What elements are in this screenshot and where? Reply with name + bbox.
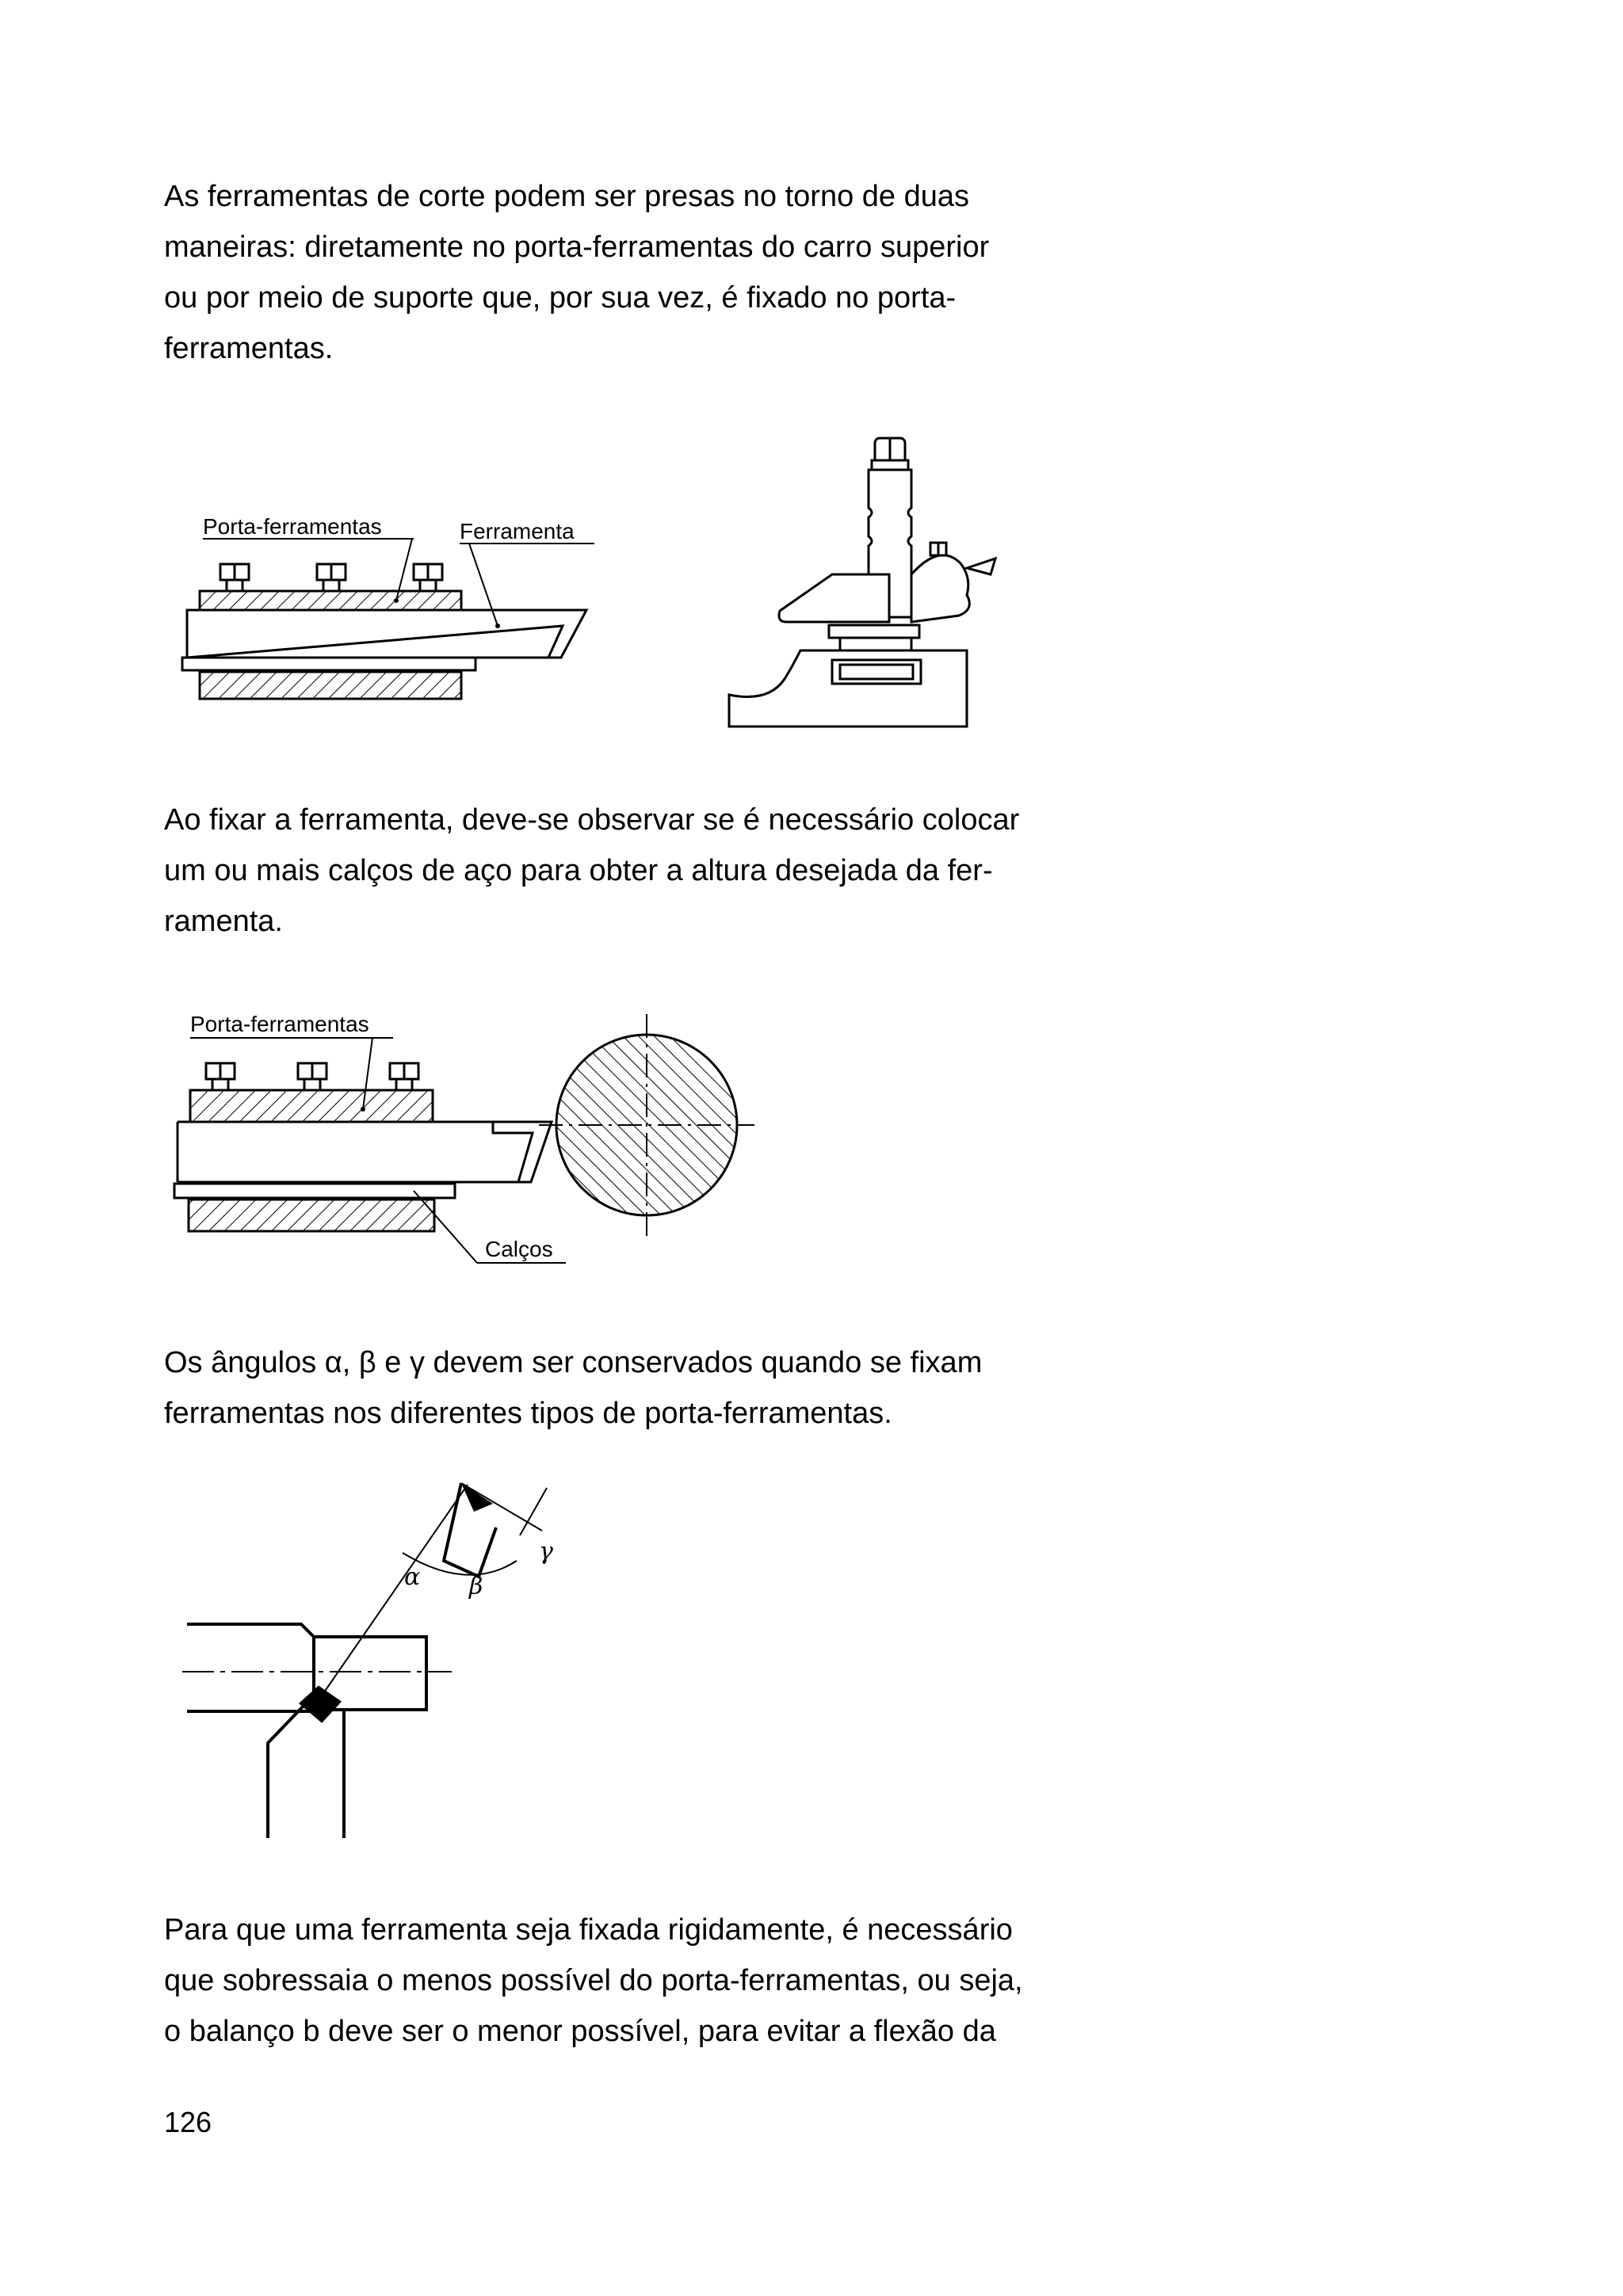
text-line: Para que uma ferramenta seja fixada rigidamente, é necessário (164, 1913, 1013, 1947)
shims-figure (166, 1006, 769, 1276)
label-calcos: Calços (485, 1237, 553, 1261)
paragraph-overhang (164, 1905, 1115, 2057)
workpiece-section (539, 1014, 754, 1236)
tool-post-figure (713, 424, 1014, 733)
label-porta-ferramentas-2: Porta-ferramentas (190, 1012, 369, 1036)
text-line: Os ângulos α, β e γ devem ser conservados quando se fixam (164, 1346, 983, 1379)
label-alpha: α (404, 1563, 421, 1591)
label-gamma: γ (539, 1538, 553, 1566)
label-beta: β (469, 1573, 483, 1600)
text-line: que sobressaia o menos possível do porta-ferramentas, ou seja, (164, 1964, 1023, 1997)
text-line: Ao fixar a ferramenta, deve-se observar se é necessário colocar (164, 803, 1020, 837)
clamp-bolts-2 (206, 1063, 418, 1090)
tool-angles-figure (182, 1474, 594, 1846)
text-line: ferramentas. (164, 332, 334, 365)
text-line: As ferramentas de corte podem ser presas no torno de duas (164, 180, 969, 213)
label-porta-ferramentas: Porta-ferramentas (203, 514, 382, 539)
paragraph-tool-mounting (164, 171, 1115, 374)
text-line: o balanço b deve ser o menor possível, para evitar a flexão da (164, 2015, 996, 2048)
paragraph-shims (164, 795, 1115, 947)
page-number: 126 (164, 2106, 212, 2138)
text-line: um ou mais calços de aço para obter a altura desejada da fer- (164, 854, 993, 887)
tool-holder-figure (174, 507, 602, 713)
cutting-tool (187, 610, 586, 658)
clamp-bolts (220, 564, 442, 591)
text-line: ramenta. (164, 905, 283, 938)
text-line: ou por meio de suporte que, por sua vez, é fixado no porta- (164, 281, 957, 315)
text-line: ferramentas nos diferentes tipos de porta-ferramentas. (164, 1397, 892, 1430)
label-ferramenta: Ferramenta (460, 519, 575, 543)
text-line: maneiras: diretamente no porta-ferramentas do carro superior (164, 231, 990, 264)
paragraph-angles (164, 1337, 1115, 1439)
cutting-tool-2 (178, 1122, 552, 1182)
